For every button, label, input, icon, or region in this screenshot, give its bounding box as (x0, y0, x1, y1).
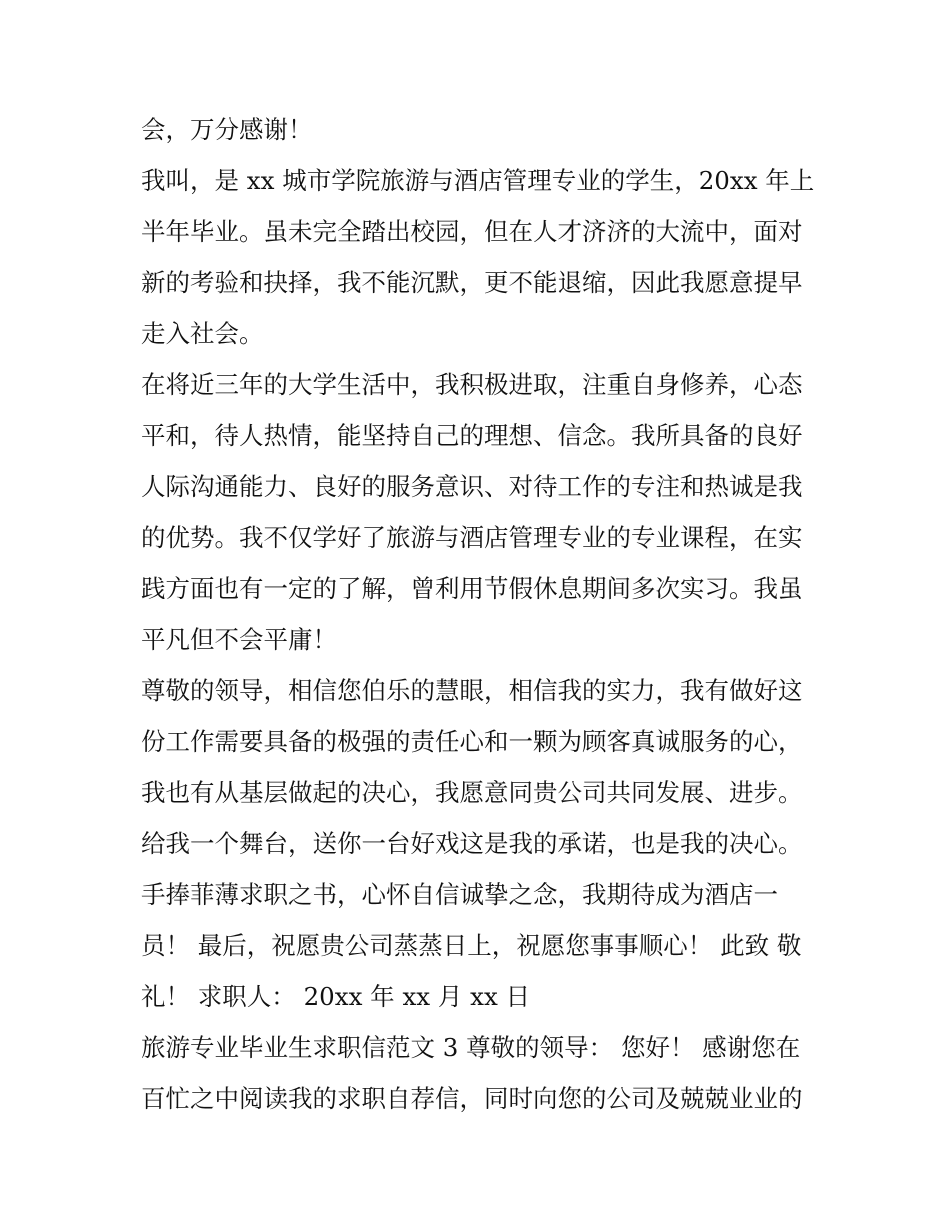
text-line: 百忙之中阅读我的求职自荐信，同时向您的公司及兢兢业业的 (141, 1084, 803, 1113)
text-line: 在将近三年的大学生活中，我积极进取，注重自身修养，心态 (141, 370, 803, 399)
text-line: 给我一个舞台，送你一台好戏这是我的承诺，也是我的决心。 (141, 829, 803, 858)
text-line: 份工作需要具备的极强的责任心和一颗为顾客真诚服务的心， (141, 727, 803, 756)
text-line: 平凡但不会平庸！ (141, 625, 337, 654)
text-line: 平和，待人热情，能坚持自己的理想、信念。我所具备的良好 (141, 421, 803, 450)
text-line: 我叫，是 xx 城市学院旅游与酒店管理专业的学生，20xx 年上 (141, 166, 815, 195)
text-line: 新的考验和抉择，我不能沉默，更不能退缩，因此我愿意提早 (141, 268, 803, 297)
text-line: 会，万分感谢！ (141, 115, 313, 144)
text-line: 旅游专业毕业生求职信范文 3 尊敬的领导： 您好！ 感谢您在 (141, 1033, 801, 1062)
text-line: 的优势。我不仅学好了旅游与酒店管理专业的专业课程，在实 (141, 523, 803, 552)
text-line: 人际沟通能力、良好的服务意识、对待工作的专注和热诚是我 (141, 472, 803, 501)
text-line: 尊敬的领导，相信您伯乐的慧眼，相信我的实力，我有做好这 (141, 676, 803, 705)
letter-body (141, 104, 821, 1124)
text-line: 手捧菲薄求职之书，心怀自信诚挚之念，我期待成为酒店一 (141, 880, 778, 909)
text-line: 礼！ 求职人： 20xx 年 xx 月 xx 日 (141, 982, 531, 1011)
text-line: 半年毕业。虽未完全踏出校园，但在人才济济的大流中，面对 (141, 217, 803, 246)
text-line: 员！ 最后，祝愿贵公司蒸蒸日上，祝愿您事事顺心！ 此致 敬 (141, 931, 802, 960)
text-line: 我也有从基层做起的决心，我愿意同贵公司共同发展、进步。 (141, 778, 803, 807)
text-line: 践方面也有一定的了解，曾利用节假休息期间多次实习。我虽 (141, 574, 803, 603)
text-line: 走入社会。 (141, 319, 264, 348)
